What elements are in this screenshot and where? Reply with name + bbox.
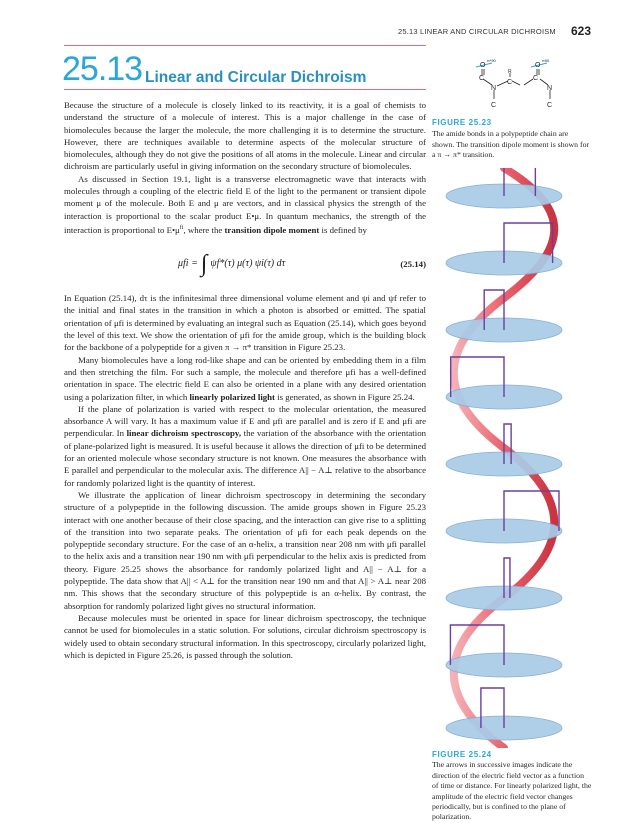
figure-25-24-caption-block bbox=[432, 750, 592, 823]
figure-25-23-label: FIGURE 25.23 bbox=[432, 118, 492, 127]
equation-25-14 bbox=[64, 246, 426, 282]
page-number: 623 bbox=[571, 24, 592, 38]
figure-25-23-caption-block bbox=[432, 118, 592, 161]
paragraph-linear-dichroism-b: the variation of the absorbance with the orientation of plane-polarized light is measured. It is useful because it allows the direction of μfi to be determined for an oriented molecule whose secondary structure is not known. One measures the absorbance with E parallel and perpendicular to the molecular axis. The difference A|| − A⊥ relative to the absorbance for randomly polarized light is the quantity of interest. bbox=[64, 428, 426, 488]
mol-c-left: C bbox=[479, 75, 485, 82]
mol-c-bottom-left: C bbox=[491, 102, 497, 109]
mol-c-right: C bbox=[533, 75, 539, 82]
mol-o-left: O bbox=[480, 62, 486, 69]
mol-c-bottom-right: C bbox=[547, 102, 553, 109]
paragraph-oriented-films-a: Many biomolecules have a long rod-like shape and can be oriented by embedding them in a film and then stretching the film. For such a sample, the molecule and therefore μfi has a well-defined orientation in space. The electric field E can also be oriented in a plane with any desired orientation using a polarization filter, in which bbox=[64, 354, 426, 402]
figure-25-24-label: FIGURE 25.24 bbox=[432, 750, 492, 759]
paragraph-linear-dichroism-a: If the plane of polarization is varied with respect to the molecular orientation, the measured absorbance A will vary. It has a maximum value if E and μfi are parallel and is zero if E and μfi are perpendicular. In bbox=[64, 403, 426, 439]
mol-c-mid: C bbox=[507, 79, 513, 86]
polarization-disc bbox=[446, 290, 562, 342]
main-text-column bbox=[64, 99, 426, 661]
paragraph-oriented-films bbox=[64, 354, 426, 403]
section-rule-bottom bbox=[64, 89, 426, 90]
figure-25-24-caption: The arrows in successive images indicate the direction of the electric field vector as a function of time or distance. For linearly polarized light, the amplitude of the electric field vector changes periodically, but is confined to the plane of polarization. bbox=[432, 760, 592, 822]
polarization-disc bbox=[446, 491, 562, 543]
paragraph-circular-dichroism: Because molecules must be oriented in space for linear dichroism spectroscopy, the technique cannot be used for biomolecules in a static solution. For solutions, circular dichroism spectroscopy is widely used to obtain secondary structural information. In this spectroscopy, circularly polarized light, which is depicted in Figure 25.26, is passed through the solution. bbox=[64, 612, 426, 660]
paragraph-oriented-films-b: is generated, as shown in Figure 25.24. bbox=[275, 391, 415, 402]
fi-superscript: fi bbox=[179, 224, 184, 231]
equation-lhs: μfi = bbox=[178, 258, 198, 270]
mol-sub-right: π90 bbox=[542, 58, 550, 63]
polarization-disc bbox=[446, 223, 562, 275]
section-title: Linear and Circular Dichroism bbox=[145, 69, 367, 86]
equation-expression bbox=[64, 252, 285, 276]
equation-rhs: ψf*(τ) μ(τ) ψi(τ) dτ bbox=[210, 258, 286, 270]
polarization-disc bbox=[446, 688, 562, 740]
paragraph-linear-dichroism bbox=[64, 403, 426, 489]
polarization-disc bbox=[446, 168, 562, 208]
term-linearly-polarized-light: linearly polarized light bbox=[189, 391, 275, 402]
polarized-light-figure bbox=[431, 168, 577, 748]
equation-number: (25.14) bbox=[400, 259, 426, 270]
term-transition-dipole-moment: transition dipole moment bbox=[224, 224, 320, 235]
paragraph-intro: Because the structure of a molecule is closely linked to its reactivity, it is a goal of chemists to understand the structure of a molecule of interest. This is a major challenge in the case of biomolecules because the larger the molecule, the more challenging it is to determine the structure. However, there are techniques available to determine aspects of the molecular structure of biomolecules, although they do not give the positions of all atoms in the molecule. Linear and circular dichroism are particularly useful in giving information on the secondary structure of biomolecules. bbox=[64, 100, 426, 172]
figure-25-23-caption: The amide bonds in a polypeptide chain are shown. The transition dipole moment is shown for a π → π* transition. bbox=[432, 129, 590, 160]
mol-n-right: N bbox=[547, 85, 553, 92]
mol-sub-left: π*90 bbox=[487, 58, 496, 63]
running-head: 25.13 LINEAR AND CIRCULAR DICHROISM bbox=[398, 27, 556, 36]
integral-sign: ∫ bbox=[200, 251, 208, 278]
polarization-disc bbox=[446, 357, 562, 409]
polarization-disc bbox=[446, 558, 562, 610]
section-rule-top bbox=[64, 45, 426, 46]
term-linear-dichroism-spectroscopy: linear dichroism spectroscopy, bbox=[126, 428, 242, 439]
paragraph-light-text: As discussed in Section 19.1, light is a transverse electromagnetic wave that interacts with molecules through a coupling of the electric field E of the light to the permanent or transient dipole moment μ of the molecule. Both E and μ are vectors, and in classical physics the strength of the interaction is proportional to the scalar product E•μ. In quantum mechanics, the strength of the interaction is proportional to E•μ bbox=[64, 173, 426, 235]
paragraph-light-mid: , where the bbox=[183, 224, 225, 235]
mol-r: R bbox=[508, 69, 512, 75]
paragraph-polypeptide-example: We illustrate the application of linear dichroism spectroscopy in determining the secondary structure of a polypeptide in the following discussion. The amide groups shown in Figure 25.23 interact with one another because of their close spacing, and the interaction can give rise to a splitting of the transition into two separate peaks. The orientation of μfi for each peak depends on the polypeptide secondary structure. For the case of an α-helix, a transition near 208 nm with μfi parallel to the helix axis and a transition near 190 nm with μfi perpendicular to the helix axis is predicted from theory. Figure 25.25 shows the absorbance for randomly polarized light and A|| − A⊥ for a polypeptide. The data show that A|| < A⊥ for the transition near 190 nm and that A|| > A⊥ near 208 nm. This shows that the secondary structure of this polypeptide is an α-helix. By contrast, the absorption for randomly polarized light gives no structural information. bbox=[64, 489, 426, 611]
paragraph-light-interaction bbox=[64, 173, 426, 236]
polarization-disc bbox=[446, 424, 562, 476]
paragraph-equation-explanation: In Equation (25.14), dτ is the infinitesimal three dimensional volume element and ψi and ψf refer to the initial and final states in the transition in which a photon is absorbed or emitted. The spatial orientation of μfi is determined by evaluating an integral such as Equation (25.14), which goes beyond the level of this text. We show the orientation of μfi for the amide group, which is the building block for the backbone of a polypeptide for a given π → π* transition in Figure 25.23. bbox=[64, 293, 426, 353]
paragraph-light-end: is defined by bbox=[319, 224, 367, 235]
section-number: 25.13 bbox=[62, 50, 143, 88]
mol-n-left: N bbox=[491, 85, 497, 92]
amide-structure-diagram bbox=[470, 55, 570, 110]
mol-o-right: O bbox=[535, 62, 541, 69]
